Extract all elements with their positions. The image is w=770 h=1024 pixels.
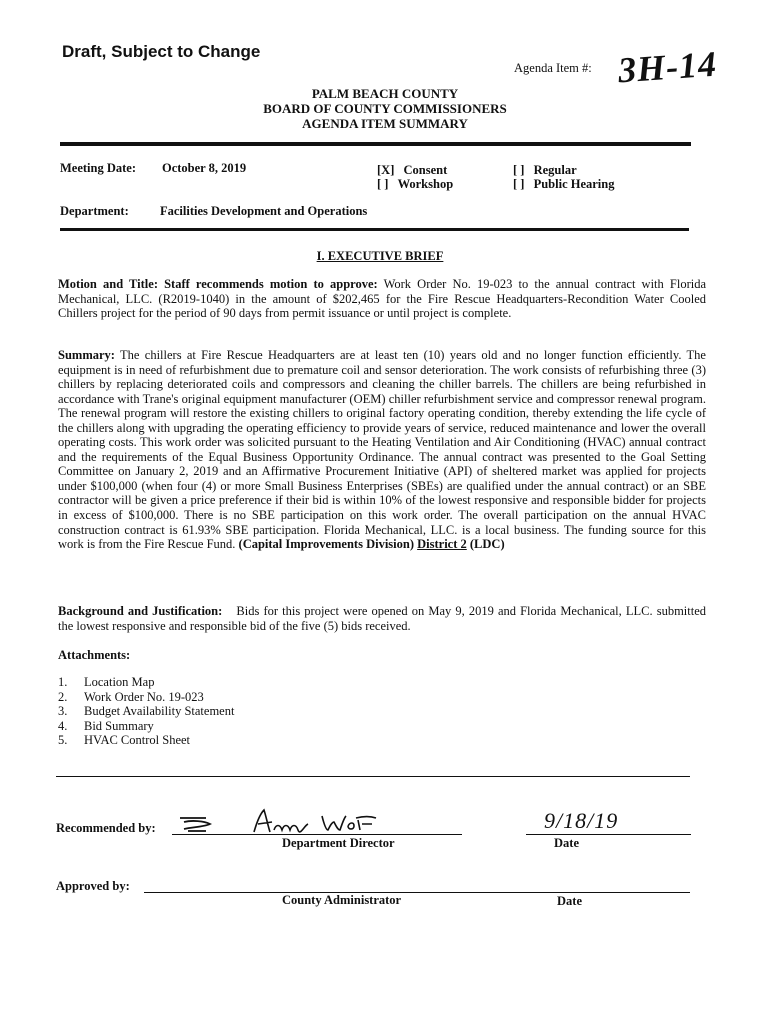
list-item: 5. HVAC Control Sheet: [58, 733, 191, 748]
agenda-item-label: Agenda Item #:: [514, 61, 592, 75]
summary-division: (Capital Improvements Division): [238, 537, 414, 552]
list-item: 2. Work Order No. 19-023: [58, 689, 204, 704]
county-name: PALM BEACH COUNTY: [311, 86, 459, 101]
attachments-list: [58, 675, 234, 748]
header-rule: [60, 142, 691, 146]
option-workshop[interactable]: [377, 177, 453, 192]
initials-signature-icon: [176, 812, 216, 834]
department-label: Department:: [60, 204, 129, 218]
agenda-item-number: 3H-14: [616, 43, 719, 91]
background-label: Background and Justification:: [58, 604, 223, 618]
board-name: BOARD OF COUNTY COMMISSIONERS: [263, 101, 507, 116]
recommended-date-value: 9/18/19: [544, 808, 619, 833]
option-public-hearing[interactable]: [513, 177, 614, 192]
approved-by-label: Approved by:: [56, 879, 130, 893]
approved-date-label: Date: [557, 894, 582, 908]
approved-signature-line[interactable]: [144, 892, 690, 893]
option-consent-label: Consent: [403, 163, 448, 177]
county-administrator-label: County Administrator: [282, 893, 402, 907]
motion-text: Work Order No. 19-023 to the annual contract with Florida Mechanical, LLC. (R2019-1040) in the amount of $202,465 for the Fire Rescue Headquarters-Recondition Water Cooled Chillers project for the period of 90 days from permit issuance or until project is complete.: [58, 277, 706, 321]
option-consent[interactable]: [377, 163, 447, 178]
attachments-rule: [56, 776, 690, 777]
department-director-label: Department Director: [282, 836, 395, 850]
summary-label: Summary:: [58, 348, 115, 362]
option-public-hearing-label: Public Hearing: [533, 177, 615, 191]
meeting-date-label: Meeting Date:: [60, 161, 137, 175]
checkbox-regular: [ ]: [513, 163, 525, 177]
summary-ldc: (LDC): [469, 537, 505, 552]
meeting-date-value: October 8, 2019: [162, 161, 247, 175]
attachments-label: Attachments:: [58, 648, 131, 662]
document-type: AGENDA ITEM SUMMARY: [302, 116, 468, 131]
summary-text: The chillers at Fire Rescue Headquarters are at least ten (10) years old and no longer function efficiently. The equipment is in need of refurbishment due to premature coil and sensor deterioration. The work consists of refurbishing three (3) chillers by replacing deteriorated coils and compressors and cleaning the chiller barrels. The chillers are being refurbished in accordance with Trane's original equipment manufacturer (OEM) chiller refurbishment service and compressor renewal program. The renewal program will restore the existing chillers to original factory operating condition, thereby extending the life cycle of the chillers along with upgrading the operating efficiency to provide years of service, reduced maintenance and lower the overall operating costs. This work order was solicited pursuant to the Heating Ventilation and Air Conditioning (HVAC) annual contract and the requirements of the Equal Business Opportunity Ordinance. The annual contract was presented to the Goal Setting Committee on January 2, 2019 and an Affirmative Procurement Initiative (API) of sheltered market was applied for projects under $100,000 (when four (4) or more Small Business Enterprises (SBEs) are qualified under the annual contract) or an SBE contractor will be given a price preference if their bid is within 10% of the lowest responsive and responsible bidder for projects in excess of $100,000. There is no SBE participation on this work order. The overall participation on the annual HVAC construction contract is 61.93% SBE participation. Florida Mechanical, LLC. is a local business. The funding source for this work is from the Fire Rescue Fund.: [58, 348, 706, 552]
recommended-date-line[interactable]: [526, 834, 691, 835]
department-rule: [60, 228, 689, 231]
list-item: 3. Budget Availability Statement: [58, 704, 235, 719]
list-item: 1. Location Map: [58, 675, 155, 689]
summary-paragraph: [58, 348, 706, 552]
option-workshop-label: Workshop: [397, 177, 454, 191]
background-text: Bids for this project were opened on May 9, 2019 and Florida Mechanical, LLC. submitted the lowest responsive and responsible bid of the five (5) bids received.: [58, 604, 707, 633]
motion-label: Motion and Title: Staff recommends motion to approve:: [58, 277, 378, 291]
motion-paragraph: [58, 277, 706, 321]
background-paragraph: [58, 604, 706, 633]
list-item: 4. Bid Summary: [58, 718, 154, 733]
checkbox-workshop: [ ]: [377, 177, 389, 191]
checkbox-consent: [X]: [377, 163, 395, 177]
director-signature-icon: [248, 806, 388, 838]
recommended-date-label: Date: [554, 836, 579, 850]
summary-district: District 2: [417, 537, 467, 552]
draft-label: Draft, Subject to Change: [62, 42, 261, 61]
department-value: Facilities Development and Operations: [160, 204, 368, 218]
checkbox-public-hearing: [ ]: [513, 177, 525, 191]
recommended-by-label: Recommended by:: [56, 821, 156, 835]
section-title: I. EXECUTIVE BRIEF: [316, 249, 444, 263]
option-regular-label: Regular: [533, 163, 577, 177]
option-regular[interactable]: [513, 163, 577, 178]
